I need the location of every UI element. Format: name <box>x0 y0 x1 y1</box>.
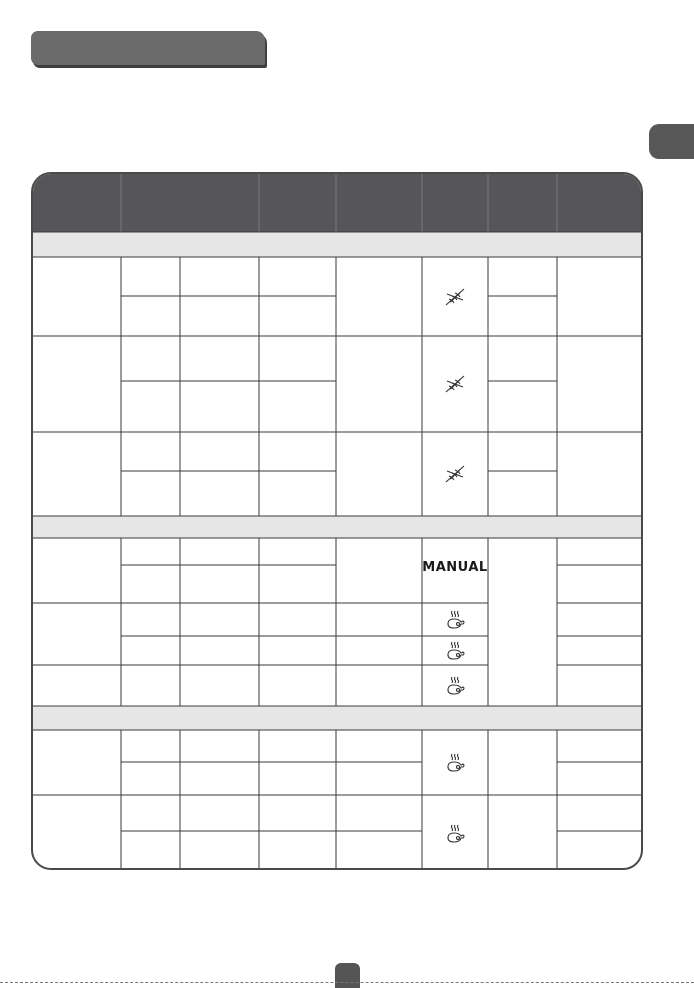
page-number-tab <box>335 963 360 988</box>
chicken-steam-icon <box>422 795 488 870</box>
language-side-tab <box>649 124 694 159</box>
chicken-steam-icon <box>422 636 488 665</box>
chicken-steam-icon <box>422 665 488 706</box>
chicken-steam-icon <box>422 730 488 795</box>
section-title-tab <box>31 31 265 65</box>
chicken-steam-icon <box>422 603 488 636</box>
manual-mode-label: MANUAL <box>422 560 488 575</box>
crop-line <box>0 982 694 983</box>
cooking-table <box>31 172 643 870</box>
wheat-crossed-icon <box>422 257 488 336</box>
wheat-crossed-icon <box>422 336 488 432</box>
table-grid <box>33 174 643 870</box>
wheat-crossed-icon <box>422 432 488 516</box>
